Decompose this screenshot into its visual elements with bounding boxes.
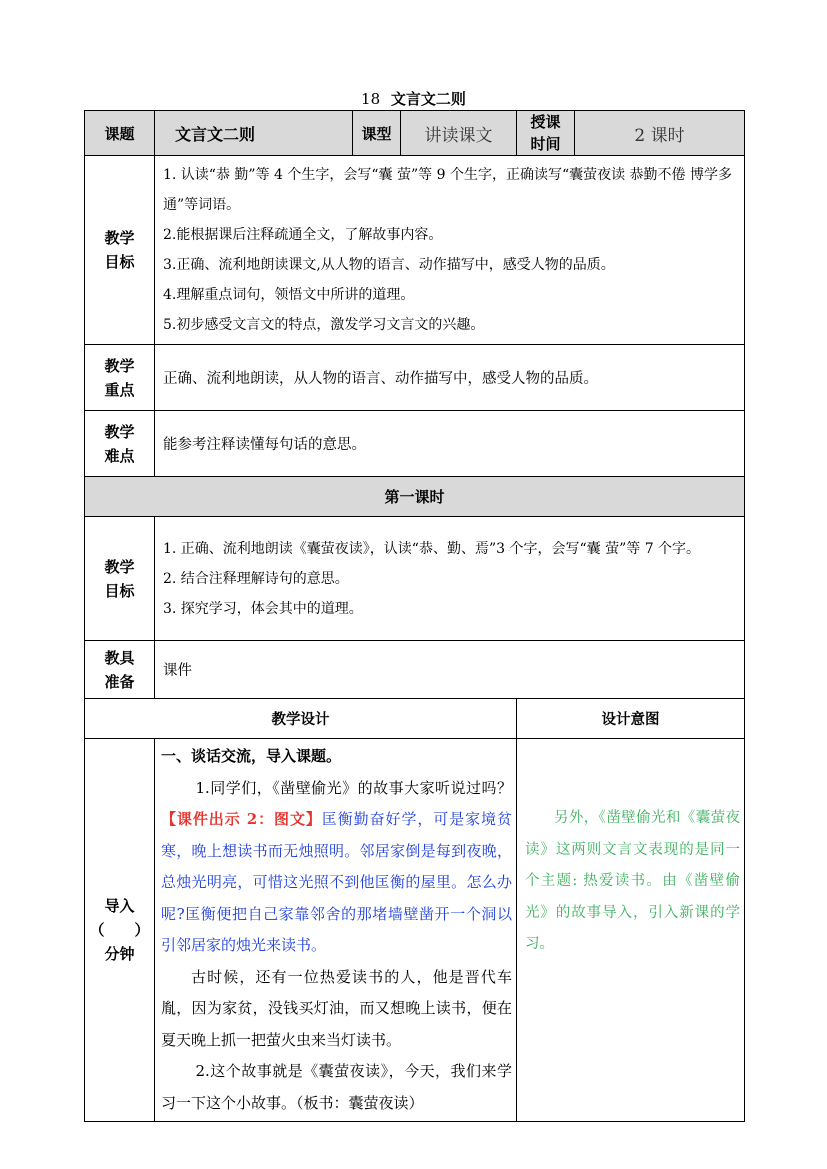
key-points-row [85,345,745,411]
objective-item: 5.初步感受文言文的特点，激发学习文言文的兴趣。 [163,317,485,333]
lesson1-objective-item: 2. 结合注释理解诗句的意思。 [163,570,349,587]
intro-row [85,739,745,1122]
lesson1-objective-item: 1. 正确、流利地朗读《囊萤夜读》，认读“恭、勤、焉”3 个字，会写“囊 萤”等 7 个字。 [163,540,701,557]
time-label-line2: 时间 [530,135,561,153]
intro-label-line3: 分钟 [104,945,135,963]
lesson1-objectives-label-line1: 教学 [104,557,135,576]
difficulties-label-line1: 教学 [104,422,135,441]
intro-paragraph-3: 2.这个故事就是《囊萤夜读》，今天，我们来学习一下这个小故事。（板书：囊萤夜读） [161,1062,512,1112]
intent-content [517,739,745,1122]
key-points-text: 正确、流利地朗读，从人物的语言、动作描写中，感受人物的品质。 [155,345,745,411]
key-points-label-line1: 教学 [104,356,135,375]
document-title [0,88,827,109]
intro-label-line2: （ ） [89,921,150,939]
intro-p1-prefix: 1.同学们，《凿壁偷光》的故事大家听说过吗？ [195,778,512,797]
intent-col-header: 设计意图 [517,699,745,739]
lesson1-objectives-row [85,517,745,641]
intro-paragraph-1 [161,773,512,962]
tools-label-line2: 准备 [104,672,135,691]
objectives-label-line1: 教学 [104,229,135,247]
objective-item: 3.正确、流利地朗读课文,从人物的语言、动作描写中，感受人物的品质。 [163,257,615,273]
key-points-label-line2: 重点 [104,380,135,399]
intro-story: 匡衡勤奋好学，可是家境贫寒，晚上想读书而无烛照明。邻居家倒是每到夜晚，总烛光明亮，可惜这光照不到他匡衡的屋里。怎么办呢?匡衡便把自己家靠邻舍的那堵墙壁凿开一个洞以引邻居家的烛光来读书。 [161,810,512,954]
key-points-label [85,345,155,411]
tools-row [85,641,745,699]
lesson-title: 文言文二则 [390,90,466,108]
difficulties-row [85,411,745,477]
tools-label-line1: 教具 [104,648,135,667]
time-label-line1: 授课 [530,113,561,131]
objectives-content [155,156,745,345]
objectives-row [85,156,745,345]
type-value: 讲读课文 [401,111,517,156]
topic-value: 文言文二则 [155,111,353,156]
lesson1-objectives-label-line2: 目标 [104,581,135,600]
lesson1-objectives-label [85,517,155,641]
difficulties-label [85,411,155,477]
time-label [517,111,575,156]
tools-text: 课件 [155,641,745,699]
difficulties-label-line2: 难点 [104,446,135,465]
objectives-label [85,156,155,345]
lesson-number: 18 [361,90,381,108]
objective-item: 1. 认读“恭 勤”等 4 个生字，会写“囊 萤”等 9 个生字，正确读写“囊萤夜读 恭勤不倦 博学多通”等词语。 [163,167,733,213]
design-col-header: 教学设计 [85,699,517,739]
intro-label [85,739,155,1122]
intro-label-line1: 导入 [104,897,135,915]
time-value: 2 课时 [575,111,745,156]
lesson1-heading-row [85,477,745,517]
lesson1-objectives-content [155,517,745,641]
lesson-plan-table [84,110,745,1122]
tools-label [85,641,155,699]
type-label: 课型 [353,111,401,156]
lesson1-title: 第一课时 [85,477,745,517]
intro-heading: 一、谈话交流，导入课题。 [161,747,342,765]
intent-text: 另外，《凿壁偷光和《囊萤夜读》这两则文言文表现的是同一个主题: 热爱读书。由《凿壁偷光》的故事导入，引入新课的学习。 [525,810,740,952]
courseware-tag: 【课件出示 2：图文】 [161,810,322,828]
intro-paragraph-2: 古时候，还有一位热爱读书的人，他是晋代车胤，因为家贫，没钱买灯油，而又想晚上读书，便在夏天晚上抓一把萤火虫来当灯读书。 [161,967,512,1049]
intro-content [155,739,517,1122]
objectives-label-line2: 目标 [104,253,135,271]
design-header-row [85,699,745,739]
objective-item: 4.理解重点词句，领悟文中所讲的道理。 [163,287,415,303]
lesson1-objective-item: 3. 探究学习，体会其中的道理。 [163,600,363,617]
header-row [85,111,745,156]
objective-item: 2.能根据课后注释疏通全文，了解故事内容。 [163,227,443,243]
topic-label: 课题 [85,111,155,156]
difficulties-text: 能参考注释读懂每句话的意思。 [155,411,745,477]
